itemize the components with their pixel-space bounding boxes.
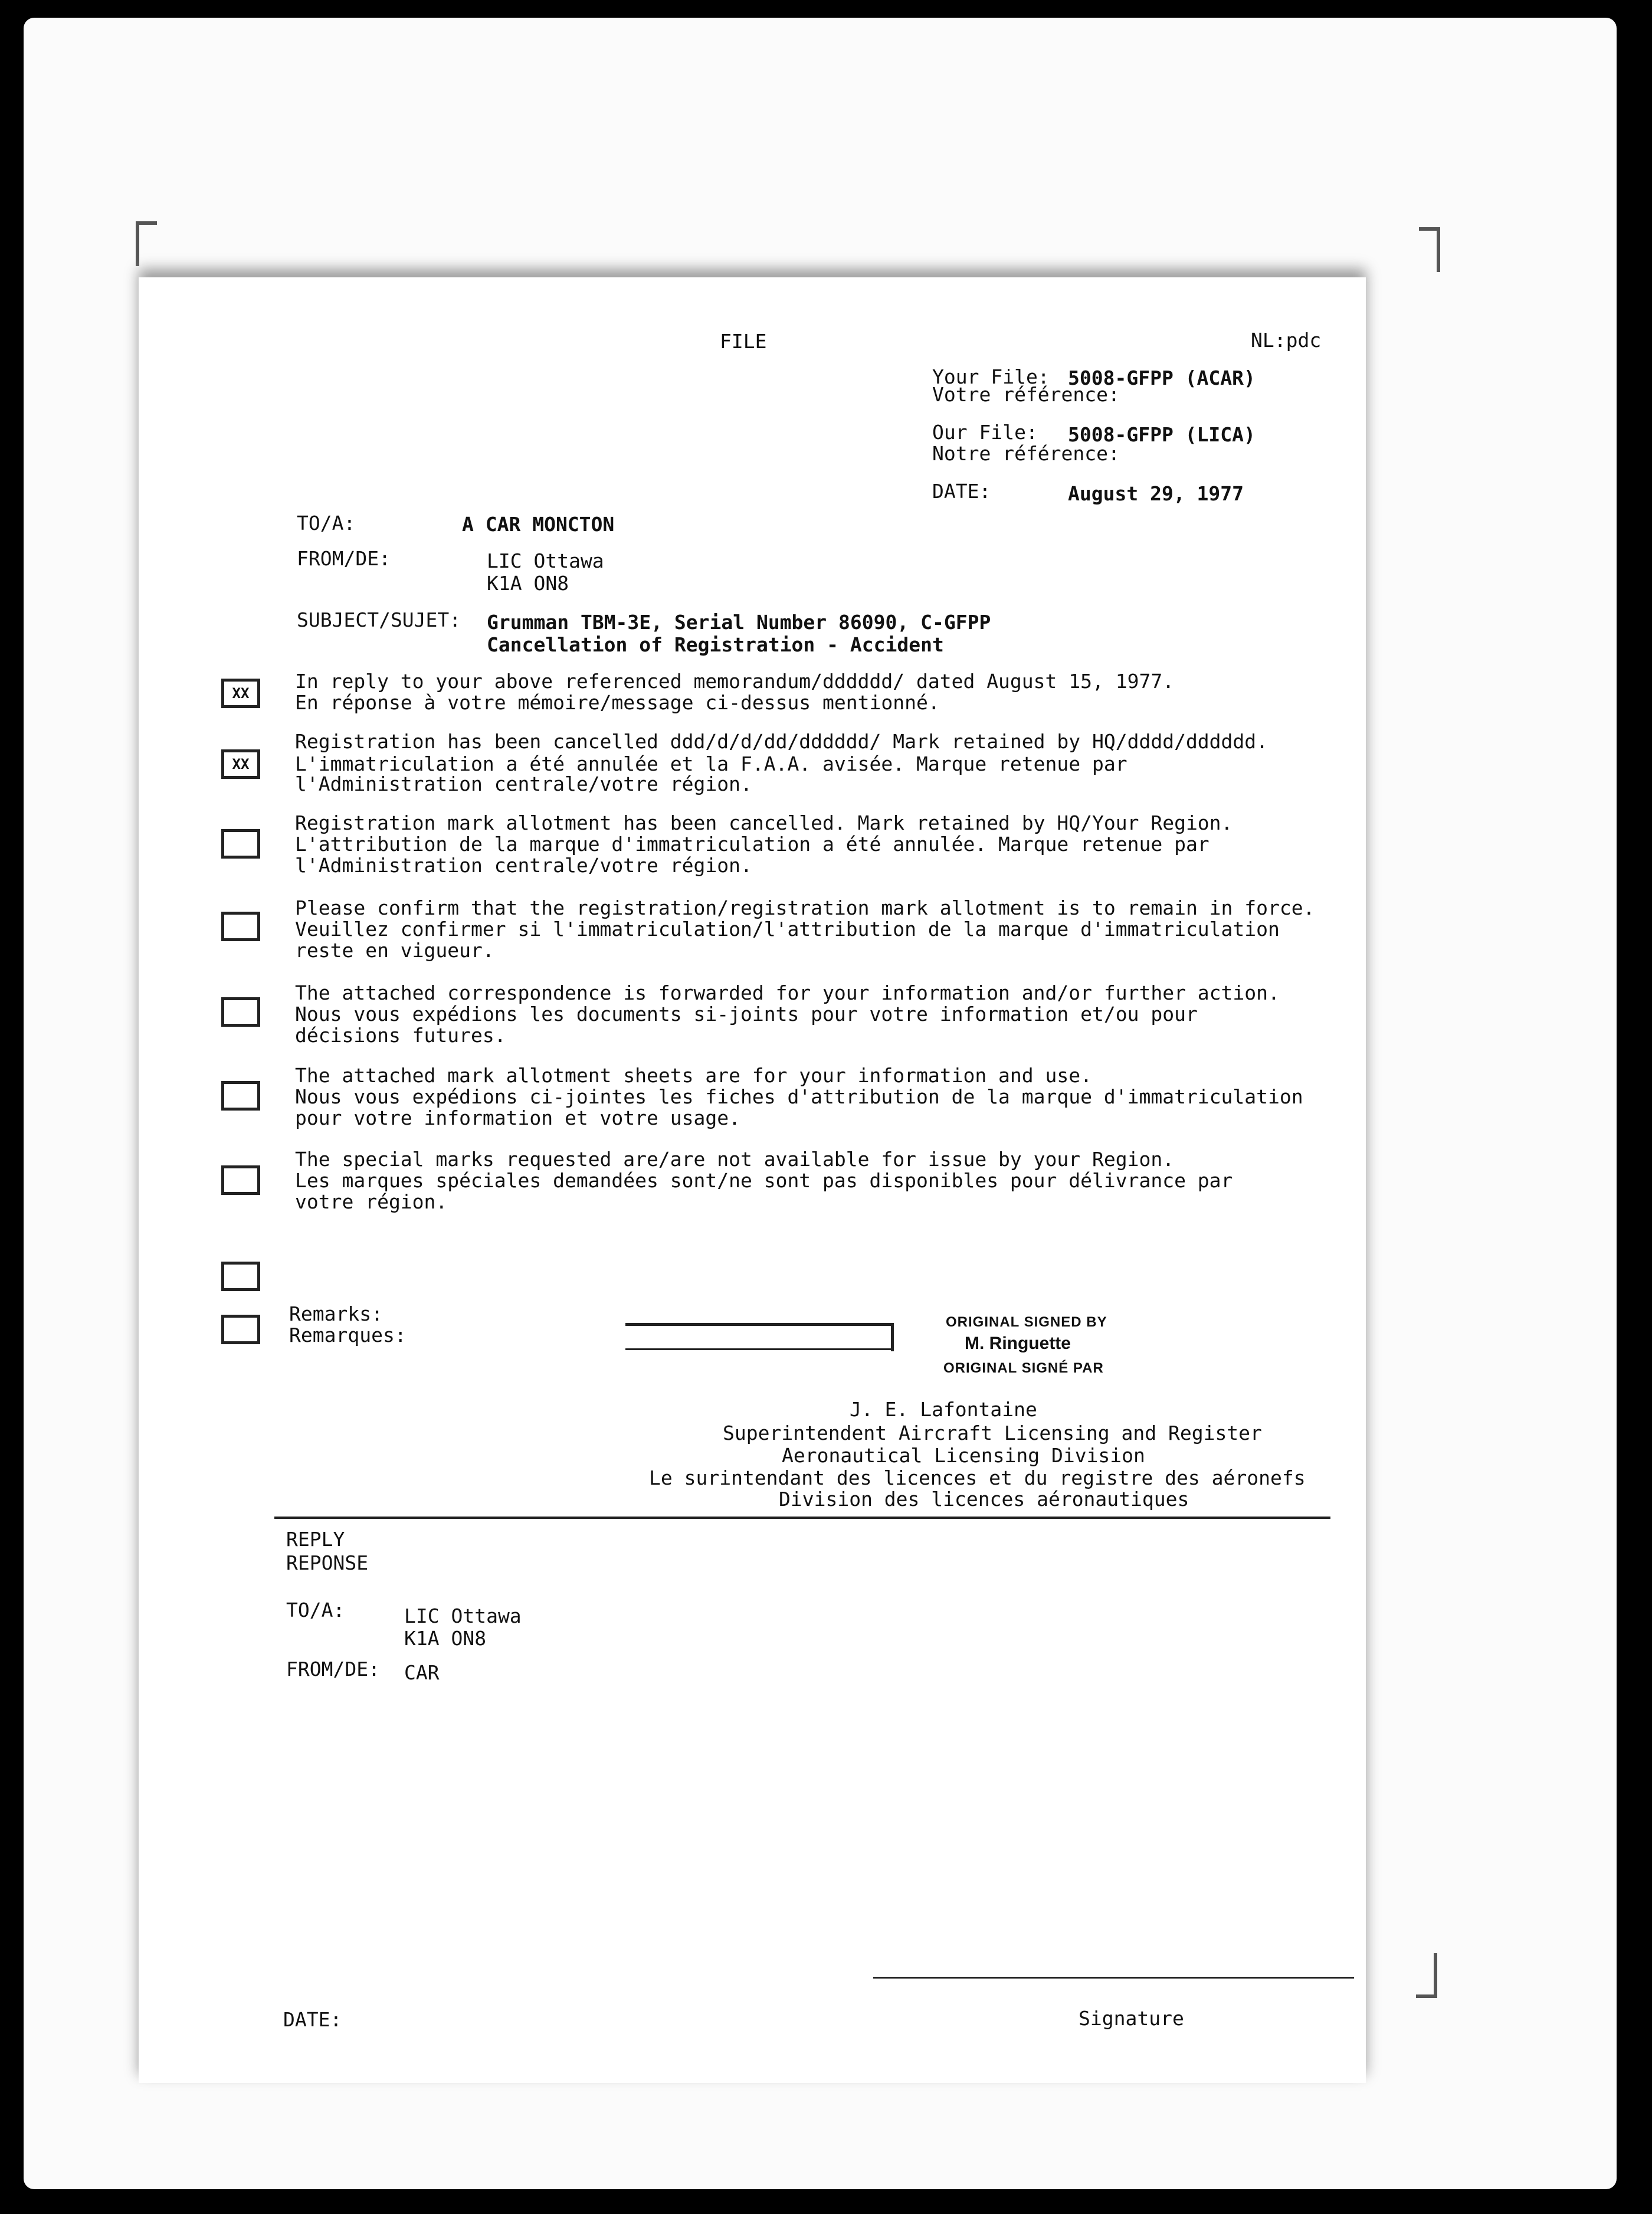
item-1-line-1: In reply to your above referenced memorandum/dddddd/ dated August 15, 1977.: [295, 670, 1175, 693]
checkbox-blank[interactable]: [221, 1262, 260, 1291]
stamp-original-signed-by: ORIGINAL SIGNED BY: [946, 1314, 1107, 1330]
stamp-original-signe-par: ORIGINAL SIGNÉ PAR: [943, 1360, 1104, 1376]
date-label: DATE:: [932, 480, 991, 503]
reply-label: REPLY: [286, 1528, 345, 1551]
checkbox-special-marks[interactable]: [221, 1165, 260, 1195]
checkbox-mark-allotment-sheets[interactable]: [221, 1081, 260, 1111]
crop-mark-top-right: [1419, 227, 1440, 272]
subject-label: SUBJECT/SUJET:: [297, 608, 461, 631]
reply-date-label: DATE:: [283, 2008, 342, 2031]
subject-line-2: Cancellation of Registration - Accident: [487, 633, 944, 656]
signatory-name: J. E. Lafontaine: [850, 1398, 1037, 1421]
item-7-line-2: Les marques spéciales demandées sont/ne sont pas disponibles pour délivrance par: [295, 1169, 1233, 1192]
item-6-line-1: The attached mark allotment sheets are for your information and use.: [295, 1064, 1093, 1087]
reply-from-value: CAR: [404, 1661, 440, 1684]
reply-divider: [274, 1517, 1330, 1519]
item-5-line-3: décisions futures.: [295, 1024, 506, 1047]
item-6-line-3: pour votre information et votre usage.: [295, 1106, 740, 1129]
checkbox-please-confirm[interactable]: [221, 912, 260, 941]
item-3-line-1: Registration mark allotment has been cancelled. Mark retained by HQ/Your Region.: [295, 811, 1233, 834]
checkbox-remarks[interactable]: [221, 1315, 260, 1344]
item-2-line-2: L'immatriculation a été annulée et la F.A.A. avisée. Marque retenue par: [295, 752, 1127, 775]
date-value: August 29, 1977: [1068, 482, 1244, 505]
reponse-label: REPONSE: [286, 1551, 369, 1574]
typist-initials: NL:pdc: [1251, 329, 1322, 352]
checkbox-mark-allotment-cancelled[interactable]: [221, 829, 260, 859]
to-value: A CAR MONCTON: [462, 513, 615, 536]
checkbox-correspondence-forwarded[interactable]: [221, 997, 260, 1027]
signatory-title-2: Aeronautical Licensing Division: [782, 1444, 1145, 1467]
item-2-line-1: Registration has been cancelled ddd/d/d/dd/dddddd/ Mark retained by HQ/dddd/dddddd.: [295, 730, 1268, 753]
your-file-number: 5008-GFPP (ACAR): [1068, 366, 1256, 389]
crop-mark-bottom-right: [1416, 1953, 1437, 1998]
remarks-label: Remarks:: [289, 1302, 383, 1325]
votre-reference-label: Votre référence:: [932, 383, 1120, 406]
signature-label: Signature: [1079, 2007, 1184, 2030]
signatory-title-1: Superintendent Aircraft Licensing and Register: [723, 1422, 1262, 1445]
reply-to-line-1: LIC Ottawa: [404, 1604, 522, 1627]
our-file-number: 5008-GFPP (LICA): [1068, 423, 1256, 446]
subject-line-1: Grumman TBM-3E, Serial Number 86090, C-GFPP: [487, 611, 991, 634]
checkbox-in-reply[interactable]: XX: [221, 679, 260, 708]
item-5-line-2: Nous vous expédions les documents si-joints pour votre information et/ou pour: [295, 1003, 1198, 1026]
from-line-2: K1A ON8: [487, 572, 569, 595]
reply-to-line-2: K1A ON8: [404, 1627, 487, 1650]
remarques-label: Remarques:: [289, 1324, 407, 1347]
stamp-line-bottom: [625, 1348, 894, 1350]
our-file-label: Our File:: [932, 421, 1038, 444]
reply-to-label: TO/A:: [286, 1599, 345, 1622]
from-line-1: LIC Ottawa: [487, 549, 604, 572]
item-2-line-3: l'Administration centrale/votre région.: [295, 772, 752, 795]
item-4-line-3: reste en vigueur.: [295, 939, 494, 962]
signatory-title-4: Division des licences aéronautiques: [779, 1488, 1189, 1511]
item-7-line-3: votre région.: [295, 1190, 448, 1213]
reply-from-label: FROM/DE:: [286, 1658, 380, 1681]
item-5-line-1: The attached correspondence is forwarded for your information and/or further action.: [295, 981, 1280, 1004]
stamp-signer-name: M. Ringuette: [965, 1334, 1071, 1353]
item-3-line-2: L'attribution de la marque d'immatriculation a été annulée. Marque retenue par: [295, 833, 1210, 856]
from-label: FROM/DE:: [297, 547, 391, 570]
crop-mark-top-left: [136, 221, 157, 266]
notre-reference-label: Notre référence:: [932, 442, 1120, 465]
file-stamp: FILE: [720, 330, 767, 353]
stamp-line-right: [891, 1323, 894, 1351]
your-file-label: Your File:: [932, 365, 1050, 388]
item-3-line-3: l'Administration centrale/votre région.: [295, 854, 752, 877]
item-7-line-1: The special marks requested are/are not available for issue by your Region.: [295, 1148, 1175, 1171]
memo-form: [139, 277, 1366, 2083]
signatory-title-3: Le surintendant des licences et du registre des aéronefs: [649, 1466, 1306, 1489]
item-1-line-2: En réponse à votre mémoire/message ci-dessus mentionné.: [295, 691, 940, 714]
signature-line: [873, 1977, 1354, 1979]
item-6-line-2: Nous vous expédions ci-jointes les fiches d'attribution de la marque d'immatriculation: [295, 1085, 1303, 1108]
checkbox-registration-cancelled[interactable]: XX: [221, 749, 260, 779]
item-4-line-1: Please confirm that the registration/registration mark allotment is to remain in force.: [295, 896, 1315, 919]
stamp-line-top: [625, 1323, 894, 1326]
item-4-line-2: Veuillez confirmer si l'immatriculation/l'attribution de la marque d'immatriculation: [295, 918, 1280, 941]
to-label: TO/A:: [297, 512, 356, 535]
